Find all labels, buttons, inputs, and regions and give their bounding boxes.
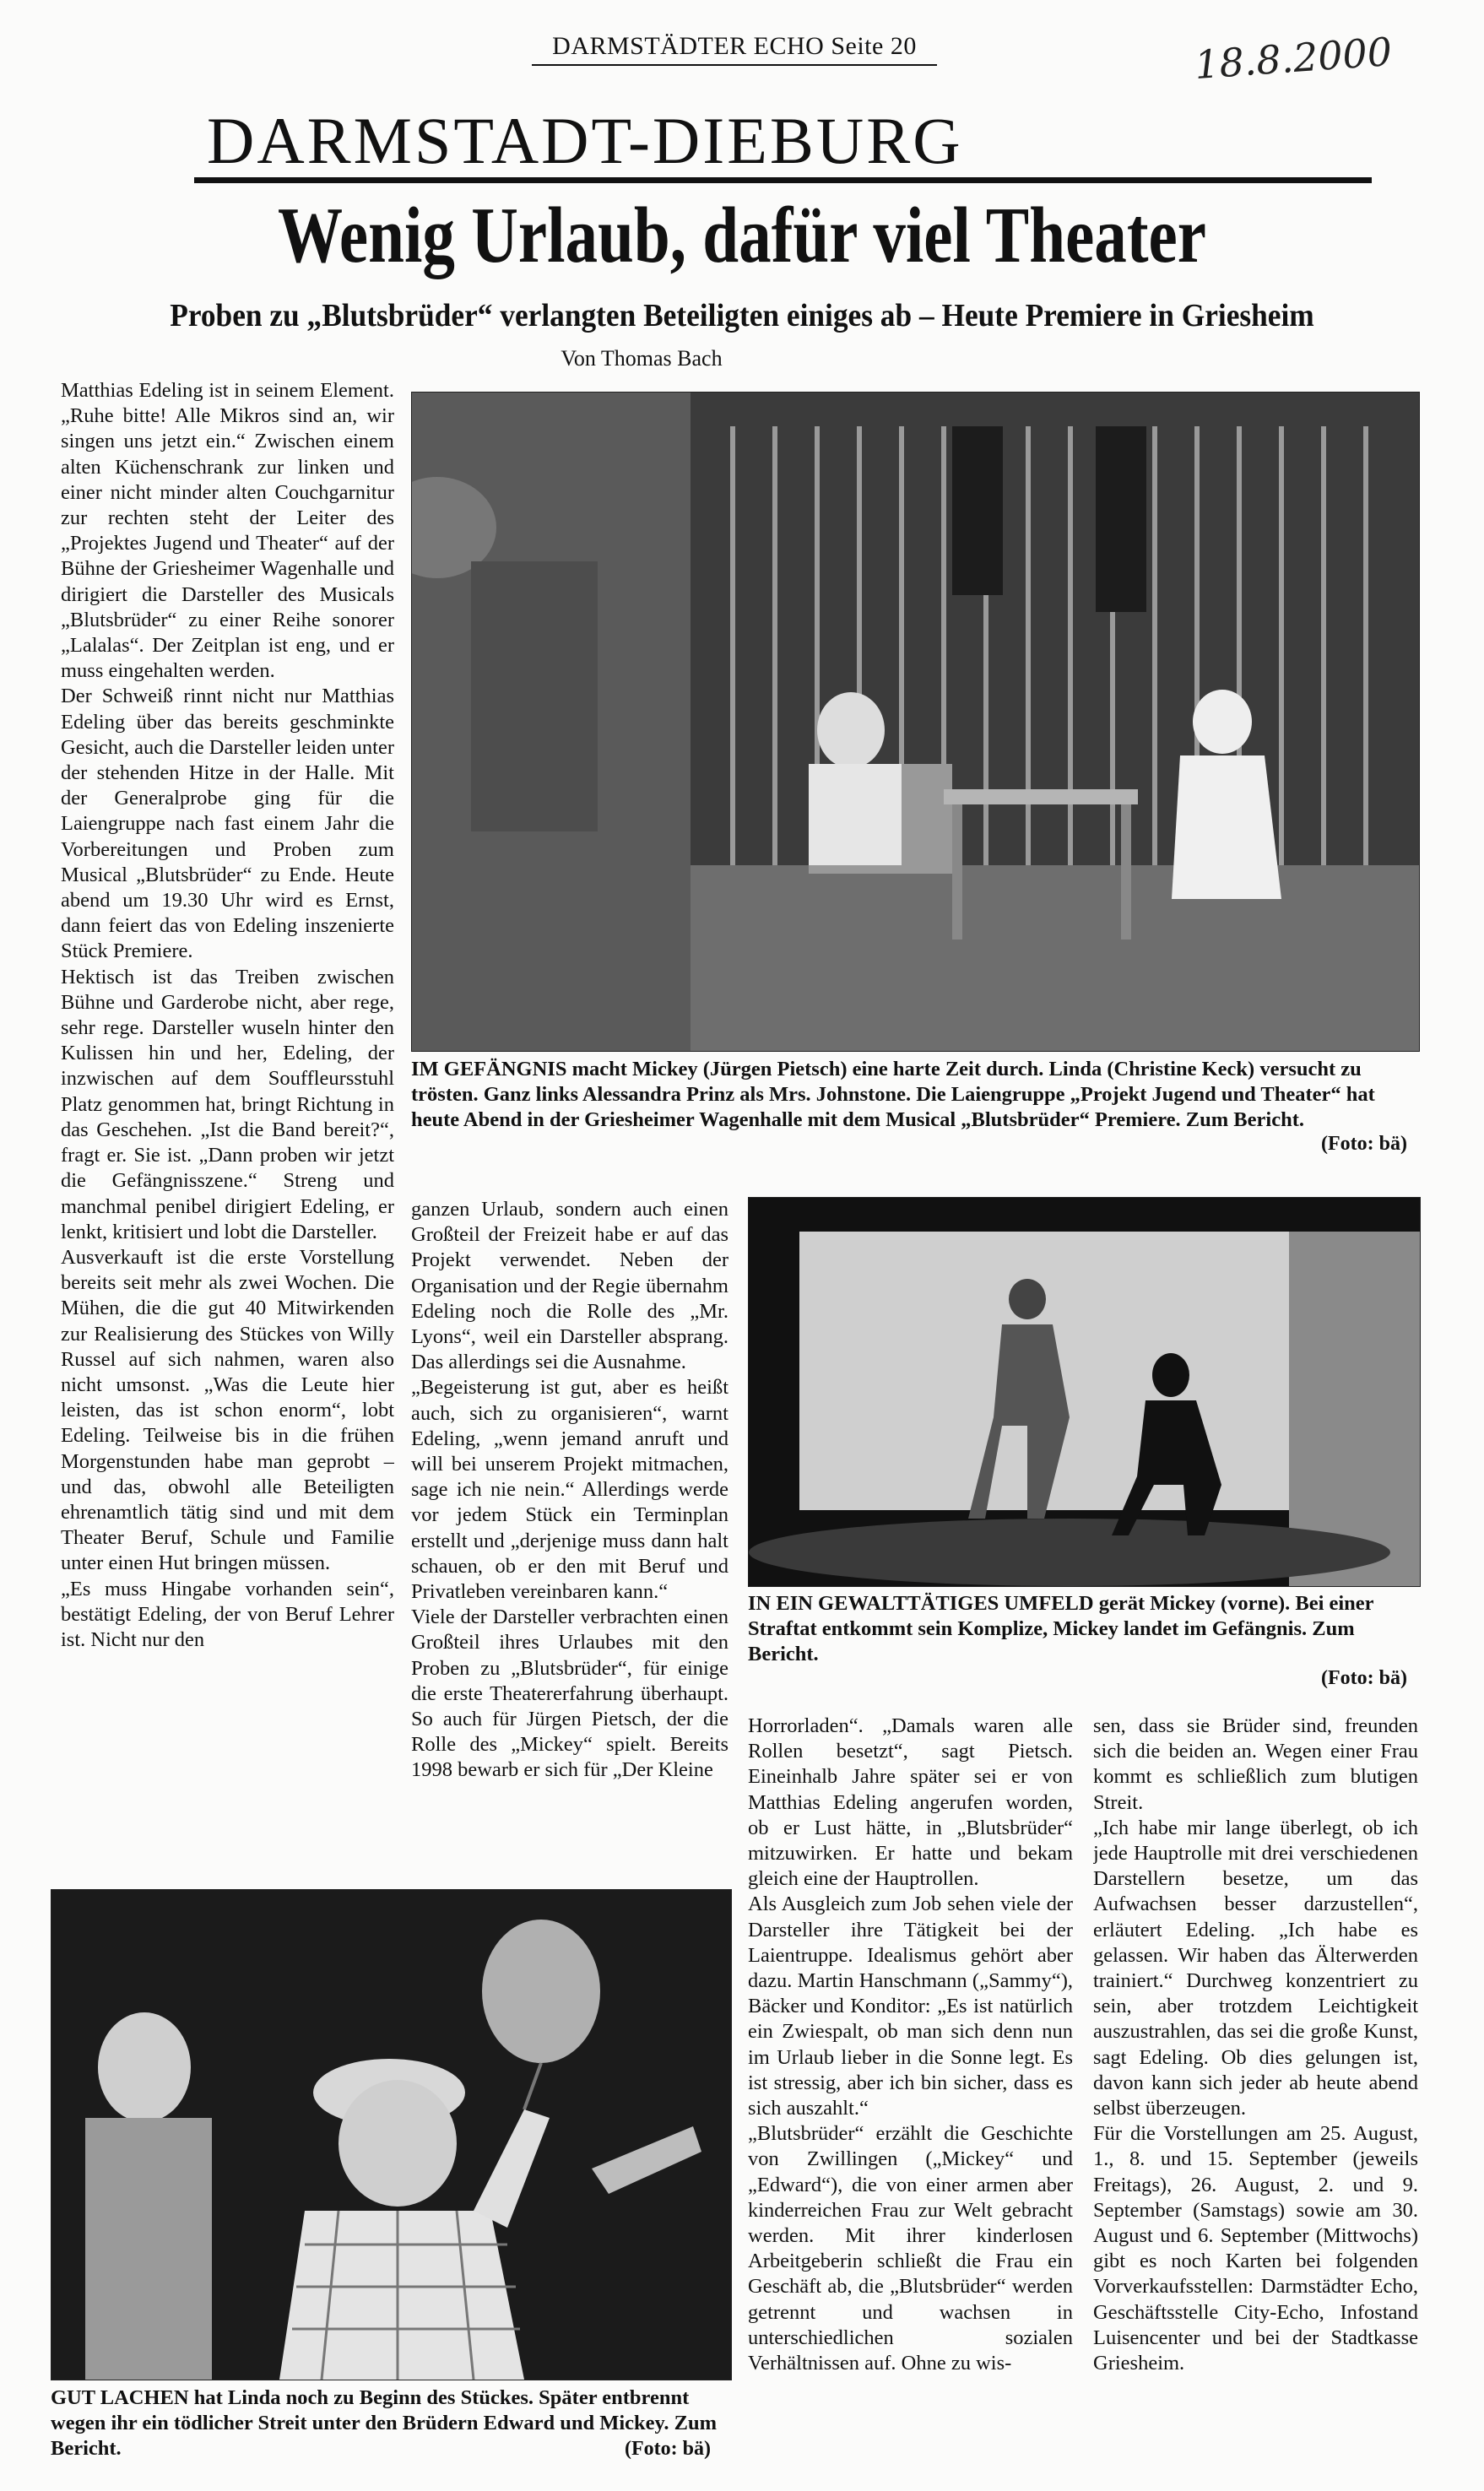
article-column-1: Matthias Edeling ist in seinem Element. „Ruhe bitte! Alle Mikros sind an, wir singen uns jetzt ein.“ Zwischen einem alten Küchenschrank zur linken und einer nicht minder alten Couchgarnitur zur rechten steht der Leiter des „Projektes Jugend und Theater“ auf der Bühne der Griesheimer Wagenhalle und dirigiert die Darsteller des Musicals „Blutsbrüder“ zu einer Reihe sonorer „Lalalas“. Der Zeitplan ist eng, und er muss eingehalten werden. Der Schweiß rinnt nicht nur Matthias Edeling über das bereits geschminkte Gesicht, auch die Darsteller leiden unter der stehenden Hitze in der Halle. Mit der Generalprobe ging für die Laiengruppe nach fast einem Jahr die Vorbereitungen und Proben zum Musical „Blutsbrüder“ zu Ende. Heute abend um 19.30 Uhr wird es Ernst, dann feiert das von Edeling inszenierte Stück Premiere. Hektisch ist das Treiben zwischen Bühne und Garderobe nicht, aber rege, sehr rege. Darsteller wuseln hinter den Kulissen hin und her, Edeling, der inzwischen auf dem Souffleursstuhl Platz genommen hat, bringt Richtung in das Geschehen. „Ist die Band bereit?“, fragt er. Sie ist. „Dann proben wir jetzt die Gefängnisszene.“ Streng und manchmal penibel dirigiert Edeling, er lenkt, kritisiert und lobt die Darsteller. Ausverkauft ist die erste Vorstellung bereits seit mehr als zwei Wochen. Die Mühen, die die gut 40 Mitwirkenden zur Realisierung des Stückes von Willy Russel auf sich nahmen, waren also nicht umsonst. „Was die Leute hier leisten, das ist schon enorm“, lobt Edeling. Teilweise bis in die frühen Morgenstunden habe man geprobt – und das, obwohl alle Beteiligten ehrenamtlich tätig sind und mit dem Theater Beruf, Schule und Familie unter einen Hut bringen müssen. „Es muss Hingabe vorhanden sein“, bestätigt Edeling, der von Beruf Lehrer ist. Nicht nur den [61,379,394,1651]
prison-photo-caption: IM GEFÄNGNIS macht Mickey (Jürgen Pietsch) eine harte Zeit durch. Linda (Christine Keck) versucht zu trösten. Ganz links Alessandra Prinz als Mrs. Johnstone. Die Laiengruppe „Projekt Jugend und Theater“ hat heute Abend in der Griesheimer Wagenhalle mit dem Musical „Blutsbrüder“ Premiere. Zum Bericht. [411,1058,1375,1131]
headline: Wenig Urlaub, dafür viel Theater [278,192,1206,279]
violence-photo-caption: IN EIN GEWALTTÄTIGES UMFELD gerät Mickey (vorne). Bei einer Straftat entkommt sein Komplize, Mickey landet im Gefängnis. Zum Bericht. [748,1592,1374,1665]
prison-photo-credit: (Foto: bä) [1321,1133,1407,1155]
section-rule [194,177,1372,183]
article-column-2: ganzen Urlaub, sondern auch einen Großteil der Freizeit habe er auf das Projekt verwendet. Neben der Organisation und der Regie übernahm Edeling noch die Rolle des „Mr. Lyons“, weil ein Darsteller absprang. Das allerdings sei die Ausnahme. „Begeisterung ist gut, aber es heißt auch, sich zu organisieren“, warnt Edeling, „wenn jemand anruft und will bei unserem Projekt mitmachen, sage ich nie nein.“ Allerdings werde vor jedem Stück ein Terminplan erstellt und „derjenige muss dann halt schauen, ob er den mit Beruf und Privatleben vereinbaren kann.“ Viele der Darsteller verbrachten einen Großteil ihres Urlaubes mit den Proben zu „Blutsbrüder“, für einige die erste Theatererfahrung überhaupt. So auch für Jürgen Pietsch, der die Rolle des „Mickey“ spielt. Bereits 1998 bewarb er sich für „Der Kleine [411,1198,728,1782]
handwritten-date: 18.8.2000 [1193,28,1394,89]
byline: Von Thomas Bach [561,346,723,371]
violence-photo-credit: (Foto: bä) [1321,1667,1407,1689]
laughing-linda-photo [51,1889,732,2380]
laughing-photo-credit: (Foto: bä) [625,2438,711,2460]
article-column-4: sen, dass sie Brüder sind, freunden sich die beiden an. Wegen einer Frau kommt es schließlich zum blutigen Streit. „Ich habe mir lange überlegt, ob ich jede Hauptrolle mit drei verschiedenen Darstellern besetze, um das Aufwachsen besser darzustellen“, erläutert Edeling. „Ich habe es gelassen. Wir haben das Älterwerden trainiert.“ Durchweg konzentriert zu sein, aber trotzdem Leichtigkeit auszustrahlen, das sei die große Kunst, sagt Edeling. Ob dies gelungen ist, davon kann sich jeder ab heute abend selbst überzeugen. Für die Vorstellungen am 25. August, 1., 8. und 15. September (jeweils Freitags), 26. August, 2. und 9. September (Samstags) sowie am 30. August und 6. September (Mittwochs) gibt es noch Karten bei folgenden Vorverkaufsstellen: Darmstädter Echo, Geschäftsstelle City-Echo, Infostand Luisencenter und bei der Stadtkasse Griesheim. [1093,1714,1418,2375]
prison-scene-photo [411,392,1420,1052]
section-title: DARMSTADT-DIEBURG [207,104,963,177]
article-column-3: Horrorladen“. „Damals waren alle Rollen besetzt“, sagt Pietsch. Eineinhalb Jahre später sei er von Matthias Edeling angerufen worden, ob er Lust hätte, in „Blutsbrüder“ mitzuwirken. Er hatte und bekam gleich eine der Hauptrollen. Als Ausgleich zum Job sehen viele der Darsteller ihre Tätigkeit bei der Laientruppe. Idealismus gehört aber dazu. Martin Hanschmann („Sammy“), Bäcker und Konditor: „Es ist natürlich ein Zwiespalt, ob man sich denn nun im Urlaub lieber in die Sonne legt. Es ist stressig, aber ich bin sicher, dass es sich auszahlt.“ „Blutsbrüder“ erzählt die Geschichte von Zwillingen („Mickey“ und „Edward“), die von einer armen aber kinderreichen Frau zur Welt gebracht werden. Mit ihrer kinderlosen Arbeitgeberin schließt die Frau ein Geschäft ab, die „Blutsbrüder“ werden getrennt und wachsen in unterschiedlichen sozialen Verhältnissen auf. Ohne zu wis- [748,1714,1073,2375]
laughing-photo-caption: GUT LACHEN hat Linda noch zu Beginn des Stückes. Später entbrennt wegen ihr ein tödlicher Streit unter den Brüdern Edward und Mickey. Zum Bericht. [51,2386,718,2460]
violence-scene-photo [748,1197,1421,1587]
masthead: DARMSTÄDTER ECHO Seite 20 [532,32,937,66]
subheadline: Proben zu „Blutsbrüder“ verlangten Beteiligten einiges ab – Heute Premiere in Griesheim [170,298,1314,333]
